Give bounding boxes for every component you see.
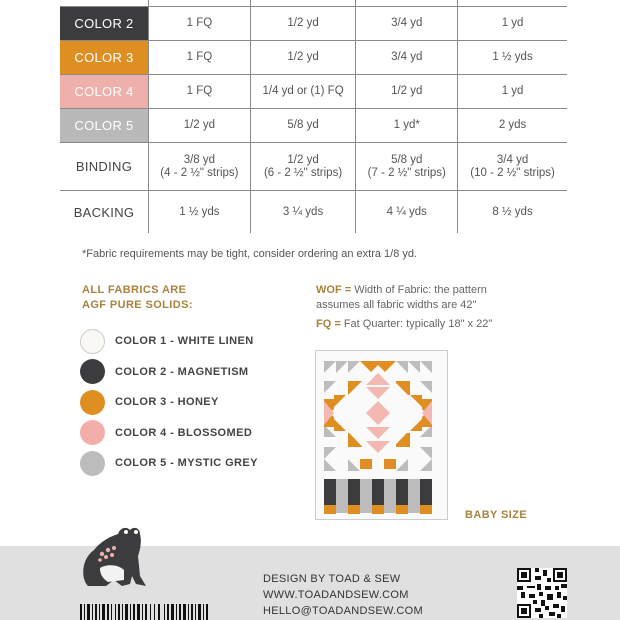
table-cell: 3/4 yd xyxy=(356,7,458,41)
email-link[interactable]: HELLO@TOADANDSEW.COM xyxy=(263,605,423,617)
quilt-pattern-icon xyxy=(316,351,447,519)
table-cell: 1 yd* xyxy=(356,109,458,143)
row-label: BACKING xyxy=(60,191,149,234)
table-cell: 8 ½ yds xyxy=(458,191,567,234)
fabric-requirements-table xyxy=(60,0,567,233)
row-label: COLOR 5 xyxy=(60,109,149,143)
table-cell: 4 ¼ yds xyxy=(356,191,458,234)
table-row-color-3 xyxy=(60,41,567,75)
table-cell: 3/8 yd (4 - 2 ½" strips) xyxy=(149,143,251,191)
list-item: COLOR 2 - MAGNETISM xyxy=(80,357,258,388)
quilt-diagram xyxy=(315,350,448,520)
toad-logo-icon xyxy=(78,520,158,592)
barcode-icon xyxy=(80,604,210,620)
table-cell: 1/2 yd xyxy=(250,41,356,75)
list-item: COLOR 4 - BLOSSOMED xyxy=(80,418,258,449)
table-cell: 1 FQ xyxy=(149,41,251,75)
designer-credit: DESIGN BY TOAD & SEW xyxy=(263,573,401,585)
swatch-blossomed-icon xyxy=(80,420,105,445)
table-cell: 1 yd xyxy=(458,75,567,109)
table-cell: 1/2 yd xyxy=(149,109,251,143)
list-item: COLOR 3 - HONEY xyxy=(80,387,258,418)
table-cell: 1 ½ yds xyxy=(458,41,567,75)
qr-code-icon xyxy=(517,568,567,618)
website-link[interactable]: WWW.TOADANDSEW.COM xyxy=(263,589,409,601)
fabric-note: *Fabric requirements may be tight, consider ordering an extra 1/8 yd. xyxy=(82,248,418,260)
swatch-magnetism-icon xyxy=(80,359,105,384)
table-cell: 3/4 yd (10 - 2 ½" strips) xyxy=(458,143,567,191)
table-cell: 1/2 yd xyxy=(356,75,458,109)
table-cell: 1/2 yd xyxy=(250,7,356,41)
definitions: WOF = Width of Fabric: the pattern assumes all fabric widths are 42" FQ = Fat Quarter: typically 18" x 22" xyxy=(316,284,493,330)
list-item: COLOR 1 - WHITE LINEN xyxy=(80,326,258,357)
table-cell: 3/4 yd xyxy=(356,41,458,75)
footer-contact xyxy=(263,571,423,619)
table-row-color-4 xyxy=(60,75,567,109)
table-cell: 2 yds xyxy=(458,109,567,143)
row-label: COLOR 3 xyxy=(60,41,149,75)
table-cell: 5/8 yd (7 - 2 ½" strips) xyxy=(356,143,458,191)
table-cell: 1 FQ xyxy=(149,75,251,109)
table-row-color-5 xyxy=(60,109,567,143)
row-label: COLOR 2 xyxy=(60,7,149,41)
fabric-swatch-list xyxy=(80,326,258,479)
table-cell: 1/4 yd or (1) FQ xyxy=(250,75,356,109)
table-cell: 1/2 yd (6 - 2 ½" strips) xyxy=(250,143,356,191)
table-cell: 1 FQ xyxy=(149,7,251,41)
row-label: COLOR 4 xyxy=(60,75,149,109)
table-row-backing xyxy=(60,191,567,234)
list-item: COLOR 5 - MYSTIC GREY xyxy=(80,448,258,479)
row-label: BINDING xyxy=(60,143,149,191)
table-row-binding xyxy=(60,143,567,191)
fabrics-heading: ALL FABRICS ARE AGF PURE SOLIDS: xyxy=(82,284,193,311)
table-cell: 3 ¼ yds xyxy=(250,191,356,234)
table-row-color-2 xyxy=(60,7,567,41)
table-cell: 1 yd xyxy=(458,7,567,41)
quilt-size-caption: BABY SIZE xyxy=(465,509,528,521)
table-cell: 1 ½ yds xyxy=(149,191,251,234)
swatch-mystic-grey-icon xyxy=(80,451,105,476)
swatch-white-linen-icon xyxy=(80,329,105,354)
table-cell: 5/8 yd xyxy=(250,109,356,143)
swatch-honey-icon xyxy=(80,390,105,415)
